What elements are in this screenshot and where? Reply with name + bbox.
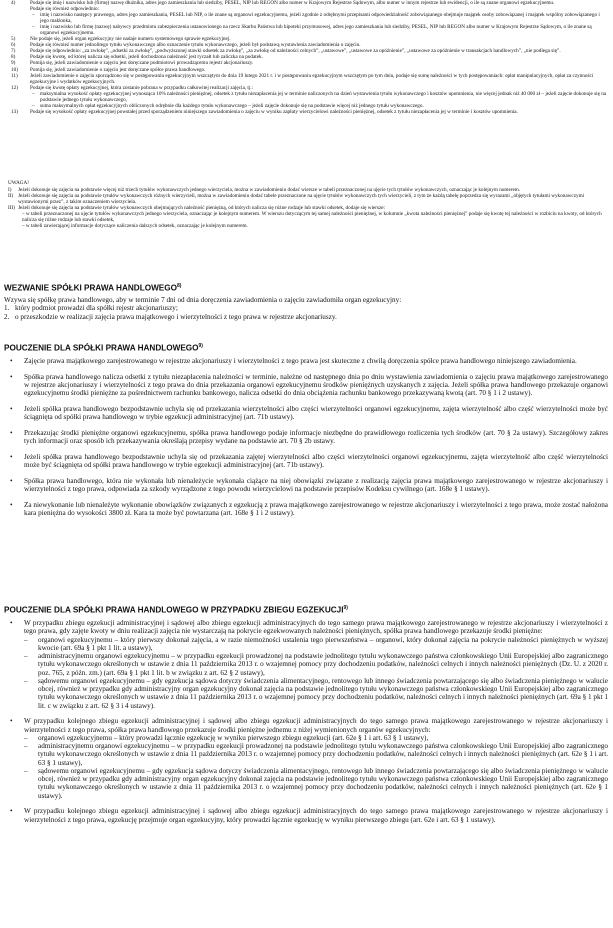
zbieg-bullet <box>4 717 608 800</box>
footnote-item <box>8 91 608 103</box>
zbieg-dash-item <box>24 677 608 710</box>
dash-mark: – <box>24 742 28 750</box>
footnote-number: – <box>32 90 35 97</box>
bullet-dot: • <box>10 429 13 437</box>
pouczenie-bullet <box>4 453 608 470</box>
note-subitem: – w tabeli przeznaczonej na ujęcie tytułów wykonawczych jednego wierzyciela, oznaczając je kolejnym numerem. W wierszu dotyczącym tej samej należności pieniężnej, w kolumnie „kwota należności pieniężnej” podaje się kwotę tej należności w rozbiciu na kwoty, od których nalicza się różne rodzaje lub stawki odsetek, <box>22 211 602 224</box>
footnote-text: Pomija się, jeżeli zawiadomienie o zajęciu jest doręczane spółce prawa handlowego. <box>30 66 206 73</box>
dash-mark: – <box>24 733 28 742</box>
note-text: Jeżeli dokonuje się zajęcia na podstawie tytułów wykonawczych obejmujących należność pieniężną, od których nalicza się różne rodzaje lub stawki odsetek, dodaje się wiersze: <box>18 205 386 212</box>
zbieg-dash-item <box>24 636 608 653</box>
zbieg-dash-text: organowi egzekucyjnemu – który prowadzi łącznie egzekucję w wyniku pierwszego zbiegu egzekucji (art. 62e § 1 i art. 63 § 1 ustawy), <box>38 733 429 742</box>
zbieg-text: W przypadku kolejnego zbiegu egzekucji administracyjnej i sądowej albo zbiegu egzekucji administracyjnych do tego samego prawa majątkowego zarejestrowanego w rejestrze akcjonariuszy i wierzytelności z tego prawa, egzekucję przejmuje organ egzekucyjny, który prowadzi łącznie egzekucję w wyniku pierwszego zbiegu (art. 62e i art. 63 § 1 ustawy). <box>24 807 608 824</box>
pouczenie-bullet <box>4 373 608 398</box>
footnote-number: – <box>32 102 35 109</box>
footnote-number: 5) <box>11 36 16 43</box>
footnote-item <box>8 24 608 36</box>
pouczenie-bullet <box>4 429 608 446</box>
footnote-item <box>8 73 608 85</box>
footnote-item <box>8 12 608 24</box>
pouczenie-footnote-ref: 9) <box>198 343 203 349</box>
pouczenie-text: Jeżeli spółka prawa handlowego bezpodstawnie uchyla się od przekazania zajętej wierzytelności albo części wierzytelności organowi egzekucyjnemu, zajęta wierzytelność albo część wierzytelności może być ściągnięta od spółki prawa handlowego w trybie egzekucji administracyjnej (art. 71b ustawy). <box>24 453 608 470</box>
dash-mark: – <box>24 766 28 775</box>
pouczenie-text: Za niewykonanie lub nienależyte wykonanie obowiązków związanych z egzekucją z prawa majątkowego zarejestrowanego w rejestrze akcjonariuszy i wierzytelności z tego prawa, może zostać nałożona kara pieniężna do wysokości 3800 zł. Kara ta może być powtarzana (art. 168e § 1 i 2 ustawy). <box>24 501 608 518</box>
pouczenie-text: Zajęcie prawa majątkowego zarejestrowanego w rejestrze akcjonariuszy i wierzytelności z tego prawa jest skuteczne z chwilą doręczenia spółce prawa handlowego niniejszego zawiadomienia. <box>24 357 577 365</box>
wezwanie-item: 2. o przeszkodzie w realizacji zajęcia prawa majątkowego i wierzytelności z tego prawa w rejestrze akcjonariuszy. <box>4 312 337 321</box>
bullet-dot: • <box>10 405 13 413</box>
dash-mark: – <box>24 676 28 685</box>
pouczenie-bullet <box>4 405 608 422</box>
bullet-dot: • <box>10 619 13 627</box>
zbieg-dash-text: organowi egzekucyjnemu – który pierwszy dokonał zajęcia, a w razie niemożności ustalenia tego pierwszeństwa – organowi, który dokonał zajęcia na pokrycie należności pieniężnych w wyższej kwocie (art. 69a § 1 pkt 1 lit. a ustawy), <box>38 635 608 652</box>
footnote-number: 7) <box>11 48 16 55</box>
zbieg-dash-item <box>24 742 608 767</box>
footnote-number: 10) <box>11 66 18 73</box>
note-subitem: – w tabeli zawierającej informacje dotyczące naliczenia dalszych odsetek, oznaczając je kolejnym numerem. <box>22 223 248 230</box>
zbieg-dash-text: sądowemu organowi egzekucyjnemu – gdy egzekucja sądowa dotyczy świadczenia alimentacyjnego, rentowego lub innego świadczenia powtarzającego się albo świadczenia pieniężnego w walucie obcej, również w przypadku gdy administracyjny organ egzekucyjny dokonał zajęcia na podstawie jednolitego tytułu wykonawczego państwa członkowskiego Unii Europejskiej albo zagranicznego tytułu wykonawczego określonych w ustawie z dnia 11 października 2013 r. o wzajemnej pomocy przy dochodzeniu podatków, należności celnych i innych należności pieniężnych (art. 62e § 1 ustawy). <box>38 766 608 800</box>
bullet-dot: • <box>10 453 13 461</box>
note-item <box>8 193 608 205</box>
zbieg-dash-item <box>24 767 608 800</box>
note-text: Jeżeli dokonuje się zajęcia na podstawie tytułów wykonawczych różnych wierzycieli, można w zawiadomieniu dodać tabele przeznaczone na ujęcie tytułów wykonawczych tych wierzycieli, z tym że każdą tabelę poprzedza się wyrazami „objętych tytułami wykonawczymi wystawionymi przez”, z takim oznaczeniem wierzyciela. <box>18 193 585 206</box>
zbieg-list <box>4 619 608 926</box>
wezwanie-heading: WEZWANIE SPÓŁKI PRAWA HANDLOWEGO$^{8)}$ <box>4 283 182 293</box>
footnote-number: – <box>32 24 35 31</box>
pouczenie-list <box>4 357 608 619</box>
zbieg-text: W przypadku zbiegu egzekucji administracyjnej i sądowej albo zbiegu egzekucji administracyjnych do tego samego prawa majątkowego zarejestrowanego w rejestrze akcjonariuszy i wierzytelności z tego prawa, gdy zajęte kwoty w dniu realizacji zajęcia nie wystarczają na pokrycie egzekwowanych należności pieniężnych, spółka prawa handlowego przekazuje środki pieniężne: <box>24 619 608 636</box>
notes-list <box>8 187 608 229</box>
zbieg-dash-text: administracyjnemu organowi egzekucyjnemu – w przypadku egzekucji prowadzonej na podstawie jednolitego tytułu wykonawczego państwa członkowskiego Unii Europejskiej albo zagranicznego tytułu wykonawczego określonych w ustawie z dnia 11 października 2013 r. o wzajemnej pomocy przy dochodzeniu podatków, należności celnych i innych należności pieniężnych (Dz. U. z 2020 r. poz. 765, z późn. zm.) (art. 69a § 1 pkt 1 lit. b w związku z art. 62 § 2 ustawy), <box>38 652 608 677</box>
footnotes-list <box>8 0 608 178</box>
footnote-number: – <box>32 12 35 19</box>
pouczenie-text: Przekazując środki pieniężne organowi egzekucyjnemu, spółka prawa handlowego podaje informacje niezbędne do prawidłowego rozliczenia tych środków (art. 70 § 2a ustawy). Szczegółowy zakres tych informacji oraz sposób ich przekazywania określają przepisy wydane na podstawie art. 70 § 2b ustawy. <box>24 429 608 446</box>
footnote-text: Podaje się imię i nazwisko lub (firmę) nazwę dłużnika, adres jego zamieszkania lub siedziby, PESEL, NIP lub REGON albo numer w Krajowym Rejestrze Sądowym, albo numer w innym rejestrze lub ewidencji, o ile są znane organowi egzekucyjnemu. <box>30 0 555 6</box>
note-number: I) <box>8 187 12 194</box>
bullet-dot: • <box>10 501 13 509</box>
zbieg-dash-item <box>24 652 608 677</box>
zbieg-dash-item <box>24 734 608 742</box>
bullet-dot: • <box>10 357 13 365</box>
zbieg-footnote-ref: 9) <box>343 605 348 611</box>
zbieg-bullet <box>4 619 608 710</box>
footnote-text: Podaje się kwotę opłaty egzekucyjnej, która zostanie pobrana w przypadku całkowitej realizacji zajęcia, tj.: <box>30 84 253 91</box>
footnote-text: Jeżeli zawiadomienie o zajęciu sporządzono się w postępowaniu egzekucyjnym wszczętym do dnia 19 lutego 2021 r. i w postępowaniu egzekucyjnym wszczętym po tym dniu, podaje się sumę należności w tych postępowaniach: opłat manipulacyjnych, opłat za czynności egzekucyjne i wydatków egzekucyjnych. <box>30 72 594 85</box>
wezwanie-item: 1. który podmiot prowadzi dla spółki rejestr akcjonariuszy; <box>4 304 178 313</box>
dash-mark: – <box>24 652 28 660</box>
note-item <box>8 205 608 229</box>
footnote-text: Nie podaje się, jeżeli organ egzekucyjny nie nadaje numeru systemowego sprawie egzekucyjnej. <box>30 36 231 43</box>
footnote-number: 8) <box>11 54 16 61</box>
footnote-text: Podaje się wysokość opłaty egzekucyjnej powstałej przed sporządzeniem niniejszego zawiadomienia o zajęciu w wyniku zapłaty wierzycielowi należności pieniężnej, odsetek z tytułu niezapłacenia jej w terminie i kosztów upomnienia. <box>30 108 518 115</box>
footnote-number: 6) <box>11 42 16 49</box>
pouczenie-bullet <box>4 477 608 494</box>
zbieg-dash-text: sądowemu organowi egzekucyjnemu – gdy egzekucja sądowa dotyczy świadczenia alimentacyjnego, rentowego lub innego świadczenia powtarzającego się albo świadczenia pieniężnego w walucie obcej, również w przypadku gdy administracyjny organ egzekucyjny dokonał zajęcia na podstawie jednolitego tytułu wykonawczego państwa członkowskiego Unii Europejskiej albo zagranicznego tytułu wykonawczego określonych w ustawie z dnia 11 października 2013 r. o wzajemnej pomocy przy dochodzeniu podatków, należności celnych i innych należności pieniężnych (art. 69a § 1 pkt 1 lit. c w związku z art. 62 § 3 i 4 ustawy). <box>38 676 608 710</box>
zbieg-heading: POUCZENIE DLA SPÓŁKI PRAWA HANDLOWEGO W PRZYPADKU ZBIEGU EGZEKUCJI$^{9)}$ <box>4 605 348 615</box>
note-number: II) <box>8 193 14 200</box>
footnote-number: 12) <box>11 84 18 91</box>
zbieg-dash-text: administracyjnemu organowi egzekucyjnemu – w przypadku egzekucji prowadzonej na podstawie jednolitego tytułu wykonawczego państwa członkowskiego Unii Europejskiej albo zagranicznego tytułu wykonawczego określonych w ustawie z dnia 11 października 2013 r. o wzajemnej pomocy przy dochodzeniu podatków, należności celnych i innych należności pieniężnych (art. 62e § 1 i art. 63 § 1 ustawy), <box>38 742 608 767</box>
footnote-number: 13) <box>11 108 18 115</box>
wezwanie-body <box>4 296 608 321</box>
footnote-text: imię i nazwisko lub firmę (nazwę) nabywcy przedmiotu zabezpieczenia ustanowionego na rzecz Skarbu Państwa lub hipoteki przymusowej, adres jego zamieszkania lub siedziby, PESEL, NIP lub REGON albo numer w Krajowym Rejestrze Sądowym, o ile znane są organowi egzekucyjnemu. <box>40 24 592 37</box>
footnote-number: 4) <box>11 0 16 6</box>
note-number: III) <box>8 205 15 212</box>
footnote-number: 9) <box>11 60 16 67</box>
footnote-number: 11) <box>11 72 18 79</box>
footnote-text: Podaje się również numer jednolitego tytułu wykonawczego albo oznaczenie tytułu wykonawczego, jeżeli był podstawą wystawienia zawiadomienia o zajęciu. <box>30 42 361 49</box>
bullet-dot: • <box>10 807 13 816</box>
footnote-text: Podaje się kwotę, od której nalicza się odsetki, jeżeli dochodzona należność jest ryczałt lub zaliczka na podatek. <box>30 54 263 61</box>
footnote-text: Podaje się odpowiednio: „za zwłokę”, „odsetki za zwłokę”, „podwyższonej stawki odsetek za zwłokę”, „za zwłokę od należności celnych”, „ustawowe”, „ustawowe za opóźnienie”, „ustawowe za opóźnienie w transakcjach handlowych”, „nie podlega się”. <box>30 48 561 55</box>
bullet-dot: • <box>10 477 13 485</box>
pouczenie-bullet <box>4 501 608 518</box>
footnote-text: maksymalna wysokość opłaty egzekucyjnej wynosząca 10% należności pieniężnej, odsetek z tytułu niezapłacenia jej w terminie naliczonych na dzień wystawienia tytułu wykonawczego i kosztów upomnienia, nie więcej jednak niż 40 000 zł – jeżeli zajęcie dokonuje się na podstawie jednego tytułu wykonawczego, <box>40 90 607 103</box>
dash-mark: – <box>24 635 28 644</box>
notes-section <box>8 180 608 276</box>
zbieg-bullet <box>4 807 608 824</box>
footnote-text: imię i nazwisko następcy prawnego, adres jego zamieszkania, PESEL lub NIP, o ile znane są organowi egzekucyjnemu, jeżeli zgodnie z odrębnymi przepisami odpowiedzialność zobowiązanego obejmuje majątek osoby zobowiązanej i majątek wspólny zobowiązanego i jego małżonka, <box>40 12 600 25</box>
wezwanie-footnote-ref: 8) <box>177 283 182 289</box>
pouczenie-text: Jeżeli spółka prawa handlowego bezpodstawnie uchyla się od przekazania wierzytelności albo części wierzytelności organowi egzekucyjnemu, zajęta wierzytelność albo część wierzytelności może być ściągnięta od spółki prawa handlowego w trybie egzekucji administracyjnej (art. 71b ustawy). <box>24 405 608 422</box>
footnote-text: Podaje się również odpowiednio: <box>30 6 100 13</box>
pouczenie-text: Spółka prawa handlowego, która nie wykonała lub nienależycie wykonała ciążące na niej obowiązki związane z realizacją zajęcia prawa majątkowego zarejestrowanego w rejestrze akcjonariuszy i wierzytelności z tego prawa, odpowiada za szkody wyrządzone z tego powodu wierzycielowi na podstawie przepisów Kodeksu cywilnego (art. 168e § 1 ustawy). <box>24 477 608 494</box>
notes-label: UWAGA! <box>8 180 30 186</box>
note-text: Jeżeli dokonuje się zajęcia na podstawie więcej niż trzech tytułów wykonawczych jednego wierzyciela, można w zawiadomieniu dodać wiersze w tabeli przeznaczonej na ujęcie tych tytułów wykonawczych, oznaczając je kolejnym numerem. <box>18 187 521 194</box>
pouczenie-bullet <box>4 357 608 365</box>
pouczenie-heading: POUCZENIE DLA SPÓŁKI PRAWA HANDLOWEGO$^{9)}$ <box>4 343 203 353</box>
wezwanie-intro: Wzywa się spółkę prawa handlowego, aby w terminie 7 dni od dnia doręczenia zawiadomienia o zajęciu zawiadomiła organ egzekucyjny: <box>4 296 402 304</box>
footnote-text: suma maksymalnych opłat egzekucyjnych obliczonych odrębnie dla każdego tytułu wykonawczego – jeżeli zajęcie dokonuje się na podstawie więcej niż jednego tytułu wykonawczego. <box>40 102 424 109</box>
footnote-text: Pomija się, jeżeli zawiadomienie o zajęciu jest doręczane podmiotowi prowadzącemu rejestr akcjonariuszy. <box>30 60 254 67</box>
pouczenie-text: Spółka prawa handlowego nalicza odsetki z tytułu niezapłacenia należności w terminie, należne od następnego dnia po dniu wystawienia zawiadomienia o zajęciu prawa majątkowego zarejestrowanego w rejestrze akcjonariuszy i wierzytelności z tego prawa do dnia przekazania organowi egzekucyjnemu środków pieniężnych uzyskanych z zajęcia. Jeżeli spółka prawa handlowego przekazuje organowi egzekucyjnemu środki pieniężne za pośrednictwem rachunku bankowego, nalicza odsetki do dnia obciążenia rachunku bankowego przekazywaną kwotą (art. 70 § 1 i 2 ustawy). <box>24 372 608 398</box>
bullet-dot: • <box>10 372 13 381</box>
bullet-dot: • <box>10 717 13 726</box>
footnote-item <box>8 109 608 115</box>
zbieg-text: W przypadku kolejnego zbiegu egzekucji administracyjnej i sądowej albo zbiegu egzekucji administracyjnych do tego samego prawa majątkowego zarejestrowanego w rejestrze akcjonariuszy i wierzytelności z tego prawa, spółka prawa handlowego przekazuje środki pieniężne jednemu z niżej wymienionych organów egzekucyjnych: <box>24 717 608 734</box>
